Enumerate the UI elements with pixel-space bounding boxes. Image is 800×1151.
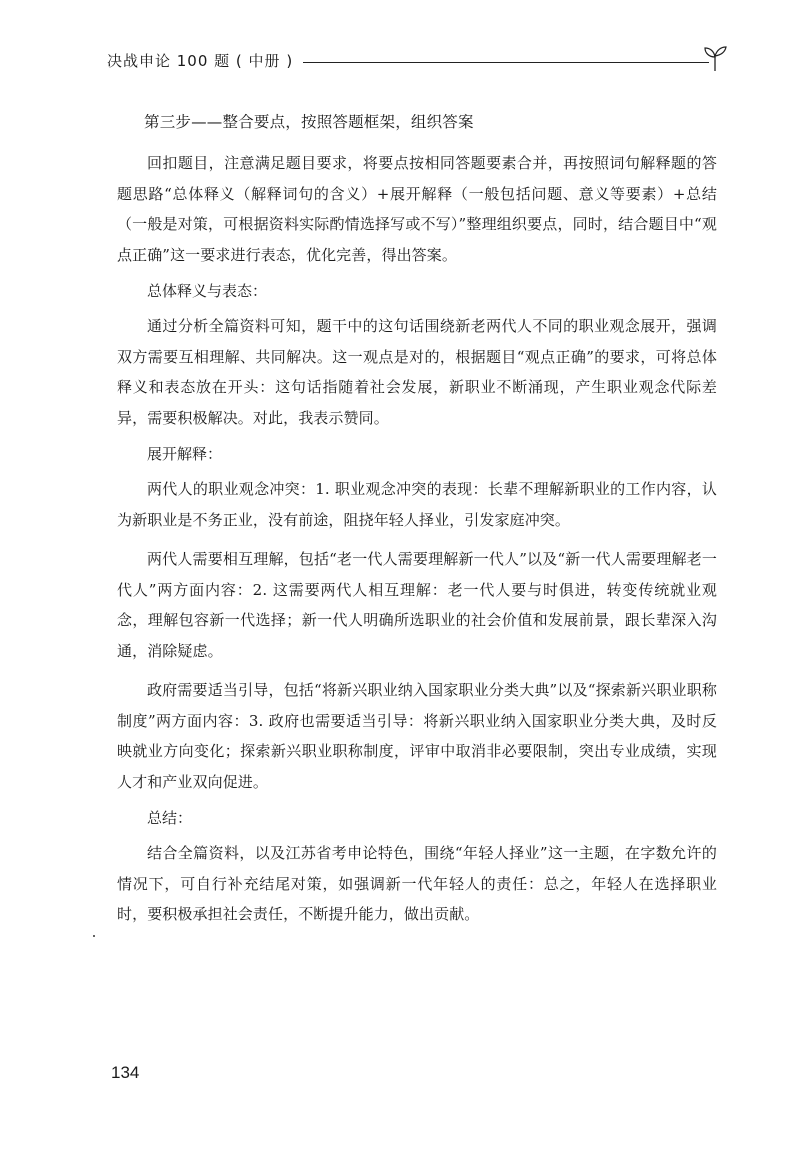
paragraph-conflict: 两代人的职业观念冲突：1. 职业观念冲突的表现：长辈不理解新职业的工作内容，认为新职业是不务正业，没有前途，阻挠年轻人择业，引发家庭冲突。 bbox=[117, 480, 717, 529]
paragraph-summary: 结合全篇资料，以及江苏省考申论特色，围绕“年轻人择业”这一主题，在字数允许的情况下，可自行补充结尾对策，如强调新一代年轻人的责任：总之，年轻人在选择职业时，要积极承担社会责任，不断提升能力，做出贡献。 bbox=[117, 844, 717, 923]
paragraph-mutual-understanding: 两代人需要相互理解，包括“老一代人需要理解新一代人”以及“新一代人需要理解老一代人”两方面内容：2. 这需要两代人相互理解：老一代人要与时俱进，转变传统就业观念，理解包容新一代选择；新一代人明确所选职业的社会价值和发展前景，跟长辈深入沟通，消除疑虑。 bbox=[117, 550, 717, 660]
sprout-leaf-icon bbox=[703, 44, 727, 72]
book-title: 决战申论 100 题 ( 中册 ) bbox=[107, 52, 294, 70]
paragraph-government-guidance: 政府需要适当引导，包括“将新兴职业纳入国家职业分类大典”以及“探索新兴职业职称制度”两方面内容：3. 政府也需要适当引导：将新兴职业纳入国家职业分类大典，及时反映就业方向变化；探索新兴职业职称制度，评审中取消非必要限制，突出专业成绩，实现人才和产业双向促进。 bbox=[117, 681, 717, 791]
label-expanded-explanation: 展开解释： bbox=[147, 445, 223, 463]
scan-speck bbox=[93, 935, 95, 937]
label-overall-interpretation: 总体释义与表态： bbox=[147, 282, 268, 300]
paragraph-method: 回扣题目，注意满足题目要求，将要点按相同答题要素合并，再按照词句解释题的答题思路“总体释义（解释词句的含义）+展开解释（一般包括问题、意义等要素）+总结（一般是对策，可根据资料实际酌情选择写或不写）”整理组织要点，同时，结合题目中“观点正确”这一要求进行表态，优化完善，得出答案。 bbox=[117, 154, 717, 264]
page-number: 134 bbox=[111, 1063, 140, 1082]
running-header bbox=[107, 44, 727, 76]
page-body bbox=[117, 112, 717, 939]
label-summary: 总结： bbox=[147, 809, 193, 827]
section-heading: 第三步——整合要点，按照答题框架，组织答案 bbox=[144, 113, 474, 131]
paragraph-overall-interpretation: 通过分析全篇资料可知，题干中的这句话围绕新老两代人不同的职业观念展开，强调双方需要互相理解、共同解决。这一观点是对的，根据题目“观点正确”的要求，可将总体释义和表态放在开头：这句话指随着社会发展，新职业不断涌现，产生职业观念代际差异，需要积极解决。对此，我表示赞同。 bbox=[117, 317, 717, 427]
header-rule bbox=[303, 62, 709, 63]
